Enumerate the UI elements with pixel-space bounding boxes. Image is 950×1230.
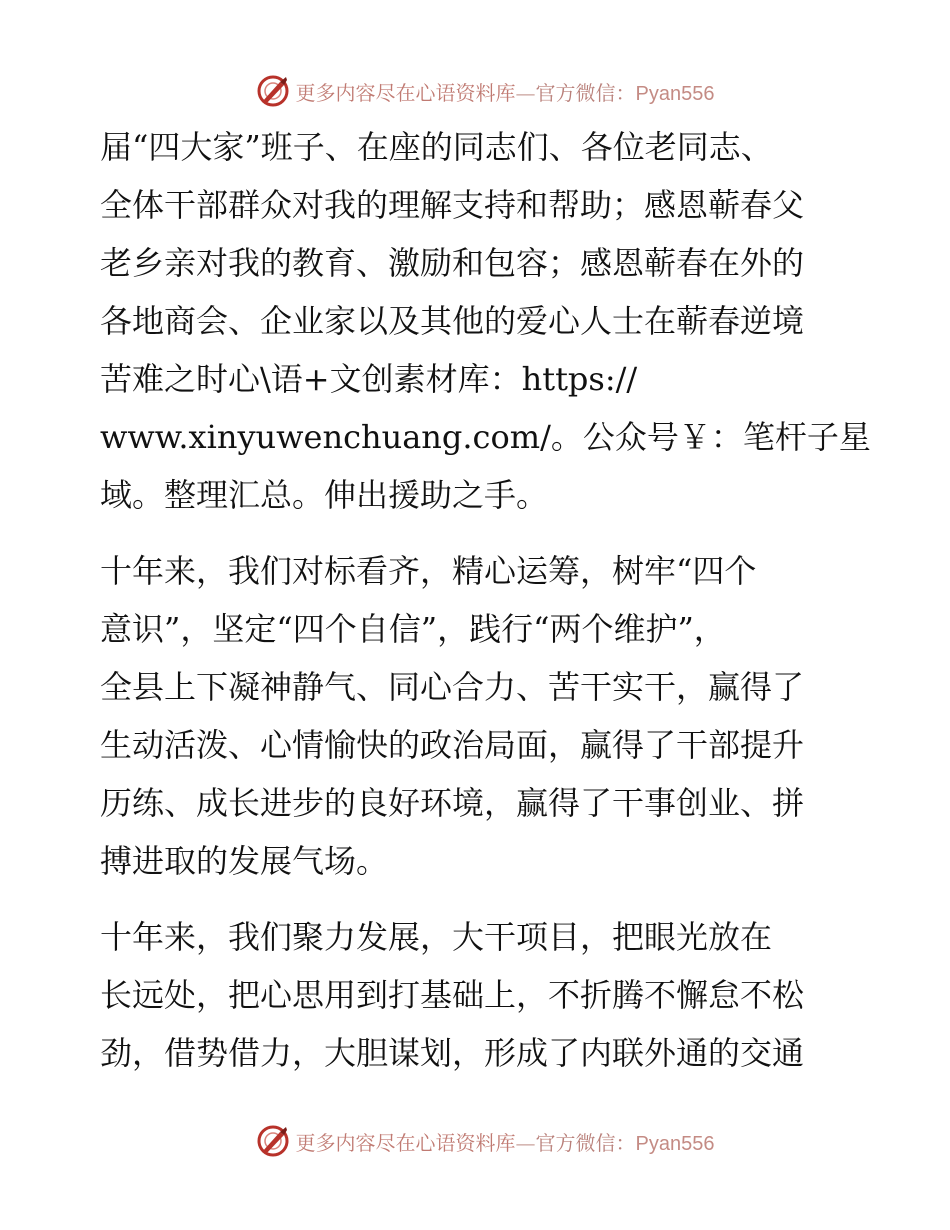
watermark-wechat-id: Pyan556 (635, 1132, 715, 1155)
pen-logo-icon (256, 74, 290, 108)
text-line: 苦难之时心\语+文创素材库：https:// (100, 360, 638, 398)
paragraph-1 (100, 118, 871, 524)
text-line: 意识”，坚定“四个自信”，践行“两个维护”， (100, 610, 726, 648)
text-line: 各地商会、企业家以及其他的爱心人士在蕲春逆境 (100, 302, 805, 340)
text-line: www.xinyuwenchuang.com/。公众号￥：笔杆子星 (100, 418, 871, 456)
document-body (100, 118, 871, 1082)
footer-watermark (0, 1121, 950, 1161)
pen-logo-icon (256, 1124, 290, 1158)
watermark-separator: — (515, 1130, 536, 1155)
watermark-text (296, 77, 715, 106)
text-line: 历练、成长进步的良好环境，赢得了干事创业、拼 (100, 784, 805, 822)
text-line: 老乡亲对我的教育、激励和包容；感恩蕲春在外的 (100, 244, 805, 282)
text-line: 域。整理汇总。伸出援助之手。 (100, 476, 549, 514)
text-line: 劲，借势借力，大胆谋划，形成了内联外通的交通 (100, 1034, 805, 1072)
paragraph-2 (100, 542, 860, 890)
header-watermark (0, 71, 950, 111)
watermark-site-text: 更多内容尽在心语资料库 (295, 1130, 516, 1155)
watermark-wechat-label: 官方微信： (535, 1130, 636, 1155)
paragraph-3 (100, 908, 860, 1082)
text-line: 全县上下凝神静气、同心合力、苦干实干，赢得了 (100, 668, 805, 706)
watermark-text (296, 1127, 715, 1156)
watermark-wechat-id: Pyan556 (635, 82, 715, 105)
text-line: 十年来，我们聚力发展，大干项目，把眼光放在 (100, 918, 773, 956)
watermark-site-text: 更多内容尽在心语资料库 (295, 80, 516, 105)
text-line: 全体干部群众对我的理解支持和帮助；感恩蕲春父 (100, 186, 805, 224)
watermark-separator: — (515, 80, 536, 105)
text-line: 搏进取的发展气场。 (100, 842, 389, 880)
text-line: 长远处，把心思用到打基础上，不折腾不懈怠不松 (100, 976, 805, 1014)
text-line: 届“四大家”班子、在座的同志们、各位老同志、 (100, 128, 773, 166)
text-line: 十年来，我们对标看齐，精心运筹，树牢“四个 (100, 552, 757, 590)
text-line: 生动活泼、心情愉快的政治局面，赢得了干部提升 (100, 726, 805, 764)
watermark-wechat-label: 官方微信： (535, 80, 636, 105)
